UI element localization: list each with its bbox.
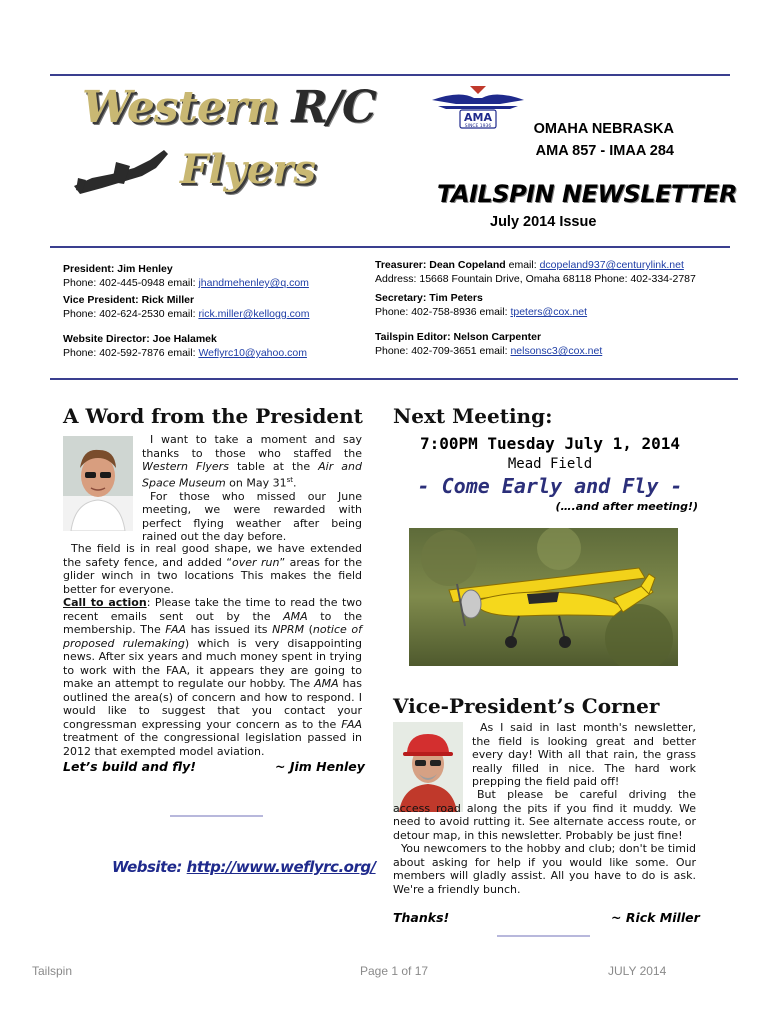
- officer-website-director: Website Director: Joe Halamek Phone: 402-592-7876 email: Weflyrc10@yahoo.com: [63, 333, 307, 359]
- vp-closing: Thanks!: [393, 910, 450, 925]
- president-paragraph-3: The field is in real good shape, we have extended the safety fence, and added “over run” areas for the glider winch in two locations This makes the field better for everyone.: [63, 542, 362, 596]
- officer-vice-president: Vice President: Rick Miller Phone: 402-624-2530 email: rick.miller@kellogg.com: [63, 294, 310, 320]
- vp-intro-text: [472, 721, 696, 789]
- club-info: [480, 118, 674, 162]
- club-numbers: AMA 857 - IMAA 284: [535, 143, 674, 159]
- club-logo: [72, 80, 377, 208]
- president-paragraph-1: I want to take a moment and say thanks to those who staffed the Western Flyers table at the Air and Space Museum on May 31st.: [142, 433, 362, 490]
- website-label: Website:: [112, 858, 182, 876]
- meeting-note: (….and after meeting!): [555, 500, 698, 513]
- president-intro-text: [142, 433, 362, 544]
- svg-text:SINCE 1936: SINCE 1936: [464, 124, 492, 129]
- officer-role: Website Director: Joe Halamek: [63, 333, 217, 345]
- club-location: OMAHA NEBRASKA: [533, 121, 674, 137]
- vp-paragraph-3: You newcomers to the hobby and club; don't be timid about asking for help if you would like some. Our members will gladly assist. All you have to do is ask. We're a friendly bunch.: [393, 842, 696, 896]
- officer-editor: Tailspin Editor: Nelson Carpenter Phone: 402-709-3651 email: nelsonsc3@cox.net: [375, 331, 603, 357]
- officer-treasurer: Treasurer: Dean Copeland email: dcopeland937@centurylink.net Address: 15668 Fountain Drive, Omaha 68118 Phone: 402-334-2787: [375, 259, 696, 285]
- meeting-place: Mead Field: [507, 456, 593, 472]
- treasurer-address: Address: 15668 Fountain Drive, Omaha 68118 Phone: 402-334-2787: [375, 273, 696, 285]
- president-paragraph-2: For those who missed our June meeting, we were rewarded with perfect flying weather after being rained out the day before.: [142, 489, 362, 544]
- officer-role: Tailspin Editor: Nelson Carpenter: [375, 331, 542, 343]
- vp-main-text: [393, 788, 696, 896]
- president-main-text: [63, 542, 362, 758]
- vp-heading: Vice-President’s Corner: [393, 694, 660, 718]
- officer-role: Vice President: Rick Miller: [63, 294, 195, 306]
- officer-role: Secretary: Tim Peters: [375, 292, 483, 304]
- airplane-photo: [409, 528, 678, 666]
- officer-secretary: Secretary: Tim Peters Phone: 402-758-8936 email: tpeters@cox.net: [375, 292, 588, 318]
- meeting-tagline: - Come Early and Fly -: [417, 474, 683, 498]
- newsletter-title: TAILSPIN NEWSLETTER: [437, 180, 738, 208]
- website-link[interactable]: http://www.weflyrc.org/: [186, 858, 376, 876]
- vp-email-link[interactable]: rick.miller@kellogg.com: [198, 308, 310, 320]
- logo-title: Western R/C: [82, 82, 377, 133]
- plane-silhouette-icon: [72, 138, 172, 198]
- website-director-email-link[interactable]: Weflyrc10@yahoo.com: [198, 347, 307, 359]
- president-photo: [63, 436, 133, 531]
- president-end-rule: [170, 815, 263, 817]
- footer-right: JULY 2014: [608, 964, 667, 978]
- header-rule: [50, 246, 730, 248]
- meeting-heading: Next Meeting:: [393, 404, 553, 428]
- president-email-link[interactable]: jhandmehenley@q.com: [198, 277, 309, 289]
- officer-role: President: Jim Henley: [63, 263, 173, 275]
- president-closing: Let’s build and fly!: [63, 759, 196, 774]
- editor-email-link[interactable]: nelsonsc3@cox.net: [510, 345, 603, 357]
- footer-left: Tailspin: [32, 964, 73, 978]
- treasurer-email-link[interactable]: dcopeland937@centurylink.net: [539, 259, 684, 271]
- logo-subtitle: Flyers: [180, 146, 316, 193]
- vp-paragraph-2: But please be careful driving the access road along the pits if you find it muddy. We need to avoid rutting it. See alternate access route, or detour map, in this newsletter. Probably be just fine!: [393, 788, 696, 842]
- secretary-email-link[interactable]: tpeters@cox.net: [510, 306, 588, 318]
- vp-signature: ~ Rick Miller: [611, 910, 700, 925]
- issue-date: July 2014 Issue: [490, 214, 597, 230]
- vp-paragraph-1: As I said in last month's newsletter, the field is looking great and better every day! With all that rain, the grass really filled in nice. The hard work prepping the field paid off!: [472, 721, 696, 788]
- president-paragraph-4: Call to action: Please take the time to read the two recent emails sent out by the AMA to the membership. The FAA has issued its NPRM (notice of proposed rulemaking) which is very disappointing news. After six years and much money spent in trying to work with the FAA, it appears they are going to make an attempt to regulate our hobby. The AMA has outlined the area(s) of concern and how to respond. I would like to suggest that you contact your congressman expressing your concern as to the FAA treatment of the congressional legislation passed in 2012 that exempted model aviation.: [63, 596, 362, 758]
- top-rule: [50, 74, 730, 76]
- vp-end-rule: [497, 935, 590, 937]
- officer-president: President: Jim Henley Phone: 402-445-0948 email: jhandmehenley@q.com: [63, 263, 309, 289]
- meeting-time: 7:00PM Tuesday July 1, 2014: [419, 434, 681, 453]
- svg-text:AMA: AMA: [464, 111, 492, 124]
- footer-page-number: Page 1 of 17: [360, 964, 429, 978]
- president-heading: A Word from the President: [63, 404, 363, 428]
- website-line: [112, 858, 376, 876]
- officers-rule: [50, 378, 738, 380]
- president-signature: ~ Jim Henley: [275, 759, 365, 774]
